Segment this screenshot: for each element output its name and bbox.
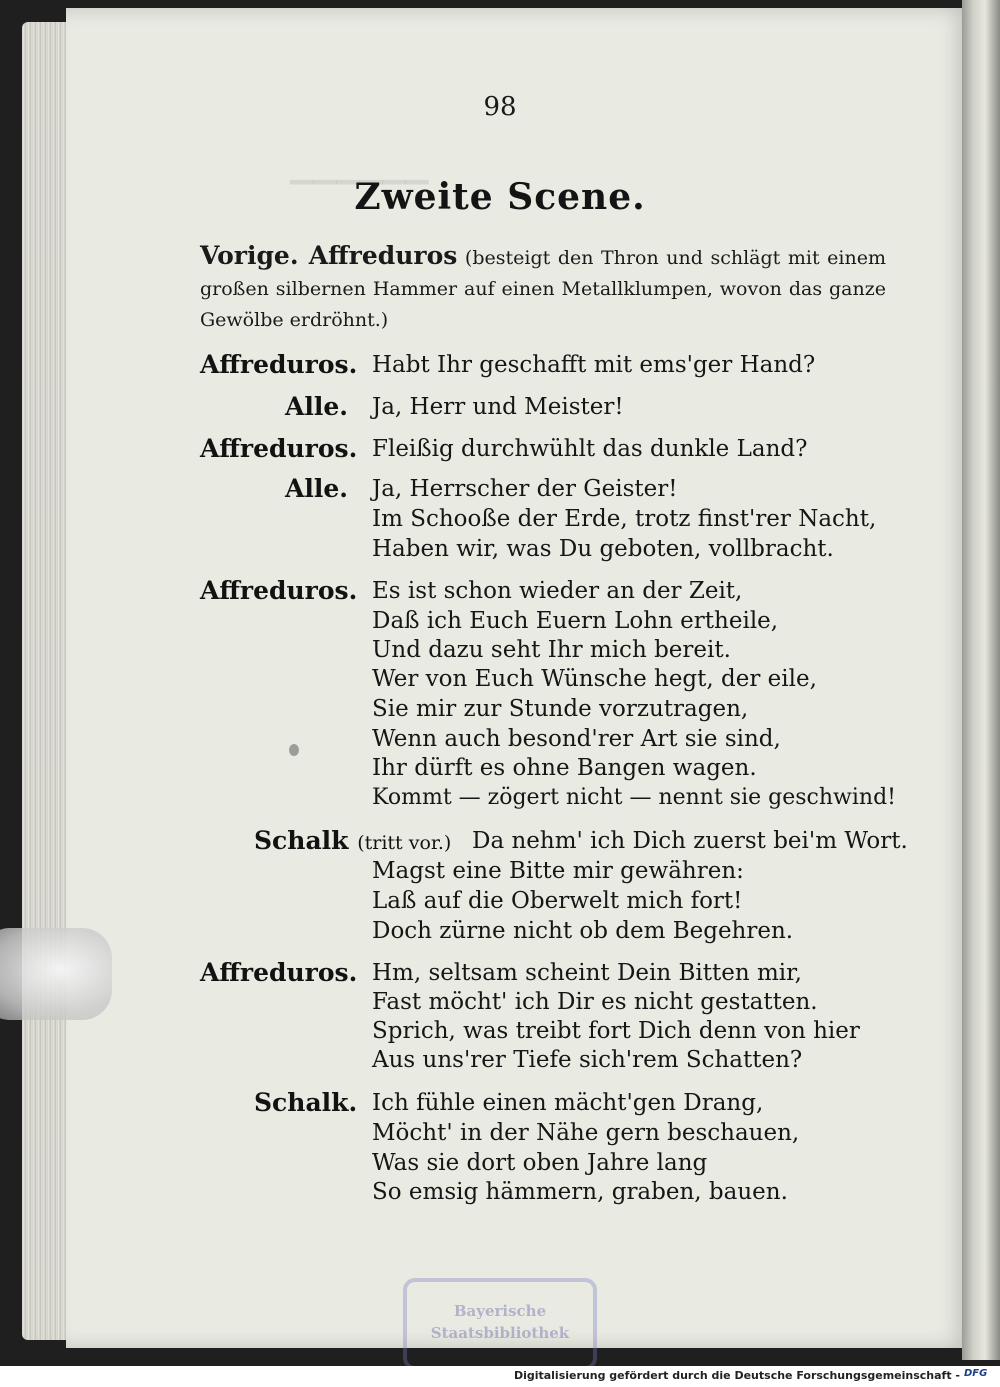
dfg-logo: DFG xyxy=(964,1368,988,1379)
verse-line: Sie mir zur Stunde vorzutragen, xyxy=(372,696,749,722)
verse-line: Ja, Herrscher der Geister! xyxy=(372,476,678,502)
stage-direction-characters: Vorige. Affreduros xyxy=(200,241,458,270)
verse-line: Wenn auch besond'rer Art sie sind, xyxy=(372,726,781,752)
verse-line: Kommt — zögert nicht — nennt sie geschwind! xyxy=(372,785,896,810)
verse-line: Ja, Herr und Meister! xyxy=(372,394,624,420)
speaker-name xyxy=(254,826,451,855)
scanner-thumb xyxy=(0,928,112,1020)
verse-line: Habt Ihr geschafft mit ems'ger Hand? xyxy=(372,352,816,378)
speaker-name: Schalk. xyxy=(254,1088,358,1117)
verse-line: Hm, seltsam scheint Dein Bitten mir, xyxy=(372,960,802,986)
verse-line: Und dazu seht Ihr mich bereit. xyxy=(372,637,731,663)
verse-line: So emsig hämmern, graben, bauen. xyxy=(372,1179,788,1205)
verse-line: Daß ich Euch Euern Lohn ertheile, xyxy=(372,608,779,634)
verse-line: Doch zürne nicht ob dem Begehren. xyxy=(372,918,794,944)
footer-credit: Digitalisierung gefördert durch die Deutsche Forschungsgemeinschaft - xyxy=(513,1369,960,1382)
verse-line: Es ist schon wieder an der Zeit, xyxy=(372,578,743,604)
verse-line: Da nehm' ich Dich zuerst bei'm Wort. xyxy=(472,828,908,854)
verse-line: Haben wir, was Du geboten, vollbracht. xyxy=(372,536,834,562)
verse-line: Was sie dort oben Jahre lang xyxy=(372,1150,708,1176)
scene-title: Zweite Scene. xyxy=(354,176,646,218)
speaker-name: Alle. xyxy=(285,474,349,503)
speaker-name: Affreduros. xyxy=(200,958,358,987)
speaker-name: Affreduros. xyxy=(200,576,358,605)
verse-line: Fast möcht' ich Dir es nicht gestatten. xyxy=(372,989,818,1015)
verse-line: Im Schooße der Erde, trotz finst'rer Nacht, xyxy=(372,506,877,532)
verse-line: Sprich, was treibt fort Dich denn von hier xyxy=(372,1018,860,1044)
stage-direction-text: (besteigt den Thron und schlägt mit einem großen silbernen Hammer auf einen Metallklumpen, wovon das ganze Gewölbe erdröhnt.) xyxy=(200,247,886,331)
verse-line: Möcht' in der Nähe gern beschauen, xyxy=(372,1120,800,1146)
bleed-through-block: ▁▁▁▁▁▁ xyxy=(290,150,429,185)
verse-line: Magst eine Bitte mir gewähren: xyxy=(372,858,744,884)
verse-line: Ich fühle einen mächt'gen Drang, xyxy=(372,1090,764,1116)
speaker-name: Affreduros. xyxy=(200,350,358,379)
verse-line: Wer von Euch Wünsche hegt, der eile, xyxy=(372,666,817,692)
speaker-name: Alle. xyxy=(285,392,349,421)
stage-direction xyxy=(200,240,886,336)
page-number: 98 xyxy=(483,92,517,122)
speaker-aside: (tritt vor.) xyxy=(357,832,452,854)
library-stamp xyxy=(403,1278,597,1370)
verse-line: Aus uns'rer Tiefe sich'rem Schatten? xyxy=(372,1047,803,1073)
stamp-line-1: Bayerische xyxy=(453,1302,547,1320)
verse-line: Laß auf die Oberwelt mich fort! xyxy=(372,888,743,914)
speaker-name: Affreduros. xyxy=(200,434,358,463)
speaker-name-text: Schalk xyxy=(254,826,349,855)
stamp-line-2: Staatsbibliothek xyxy=(430,1324,570,1342)
verse-line: Fleißig durchwühlt das dunkle Land? xyxy=(372,436,808,462)
verse-line: Ihr dürft es ohne Bangen wagen. xyxy=(372,755,757,781)
ink-spot xyxy=(289,744,299,756)
